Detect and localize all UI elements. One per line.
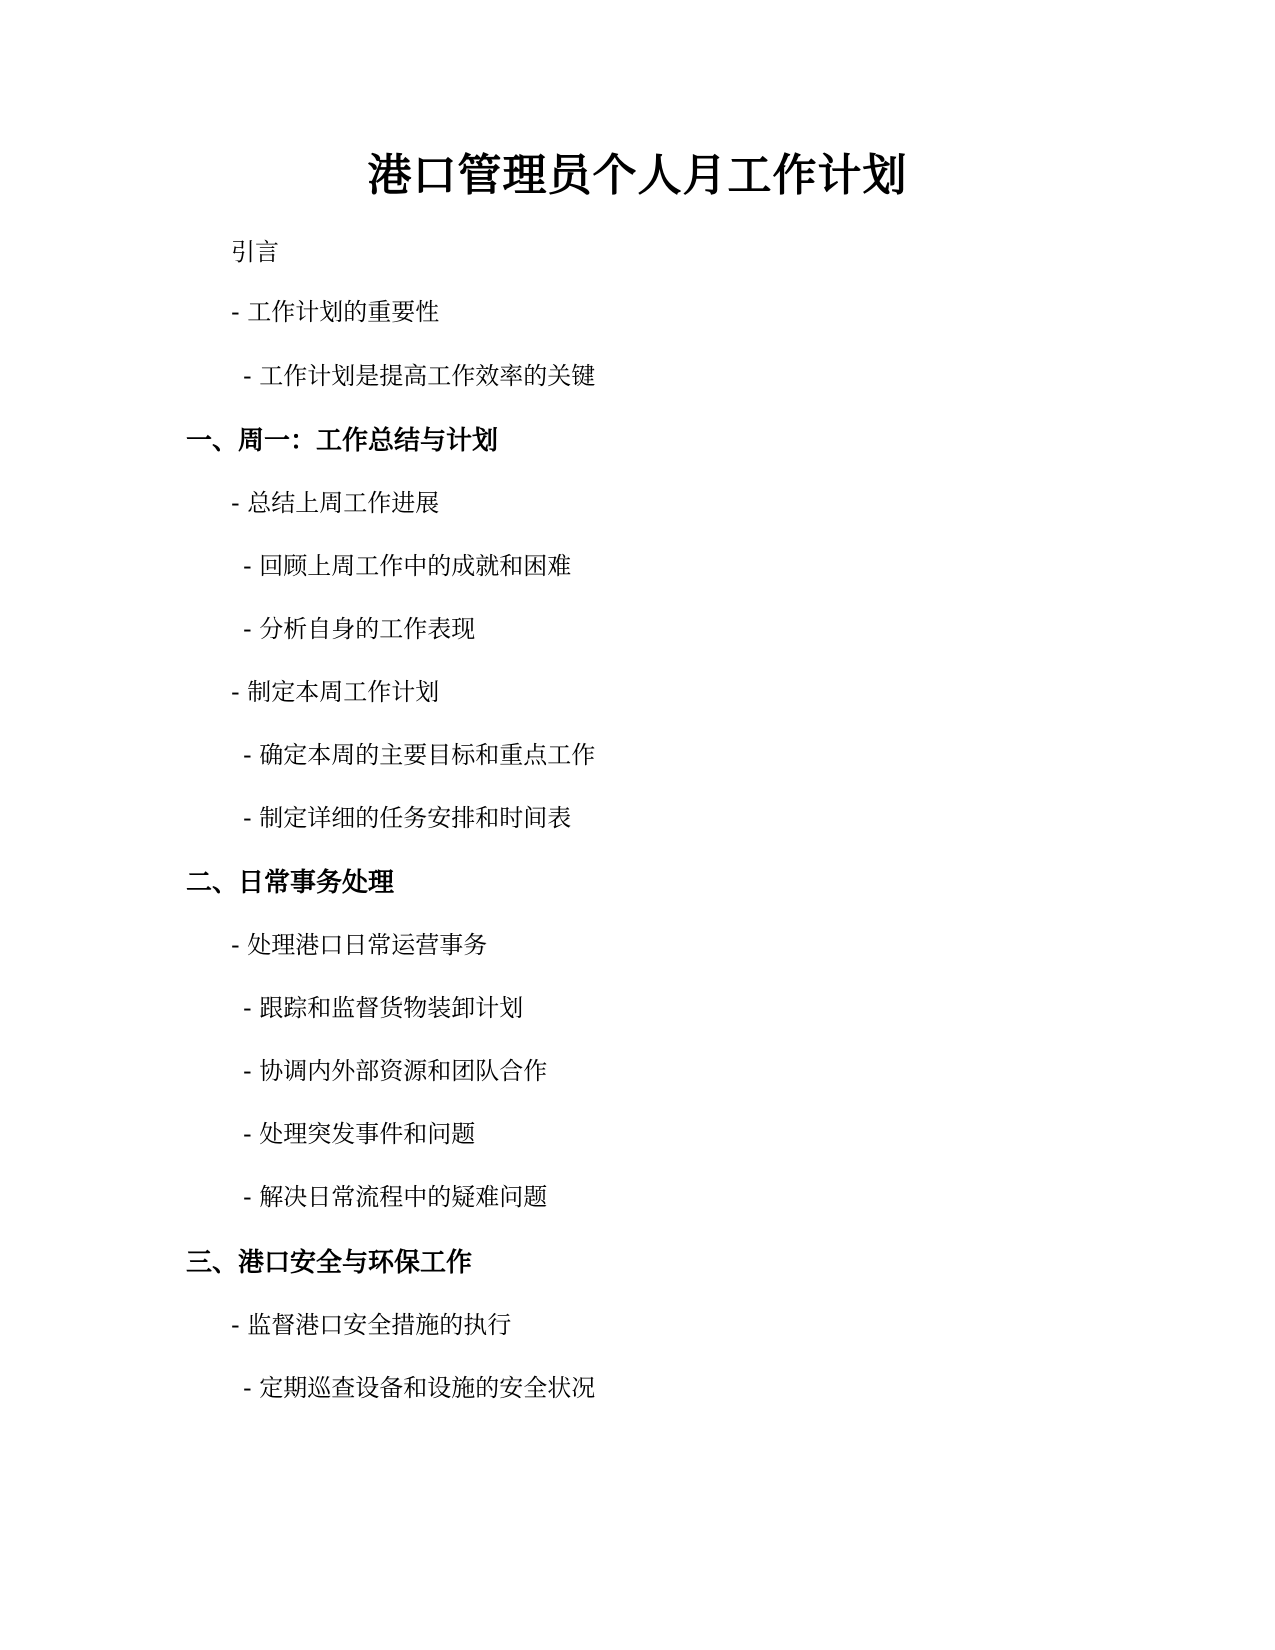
- list-sub-item: - 处理突发事件和问题: [243, 1120, 476, 1148]
- list-sub-item: - 协调内外部资源和团队合作: [243, 1057, 548, 1085]
- list-sub-item: - 制定详细的任务安排和时间表: [243, 804, 572, 832]
- list-item: - 总结上周工作进展: [231, 489, 440, 517]
- list-sub-item: - 跟踪和监督货物装卸计划: [243, 994, 524, 1022]
- section-heading-3: 三、港口安全与环保工作: [186, 1248, 473, 1278]
- list-sub-item: - 解决日常流程中的疑难问题: [243, 1183, 548, 1211]
- section-heading-1: 一、周一：工作总结与计划: [186, 426, 499, 456]
- list-sub-item: - 回顾上周工作中的成就和困难: [243, 552, 572, 580]
- intro-sub-item: - 工作计划是提高工作效率的关键: [243, 362, 596, 390]
- document-title: 港口管理员个人月工作计划: [367, 150, 908, 201]
- section-heading-2: 二、日常事务处理: [186, 868, 395, 898]
- list-item: - 监督港口安全措施的执行: [231, 1311, 512, 1339]
- list-sub-item: - 定期巡查设备和设施的安全状况: [243, 1374, 596, 1402]
- list-sub-item: - 分析自身的工作表现: [243, 615, 476, 643]
- intro-heading: 引言: [231, 238, 279, 266]
- list-item: - 制定本周工作计划: [231, 678, 440, 706]
- list-item: - 处理港口日常运营事务: [231, 931, 488, 959]
- intro-item: - 工作计划的重要性: [231, 298, 440, 326]
- list-sub-item: - 确定本周的主要目标和重点工作: [243, 741, 596, 769]
